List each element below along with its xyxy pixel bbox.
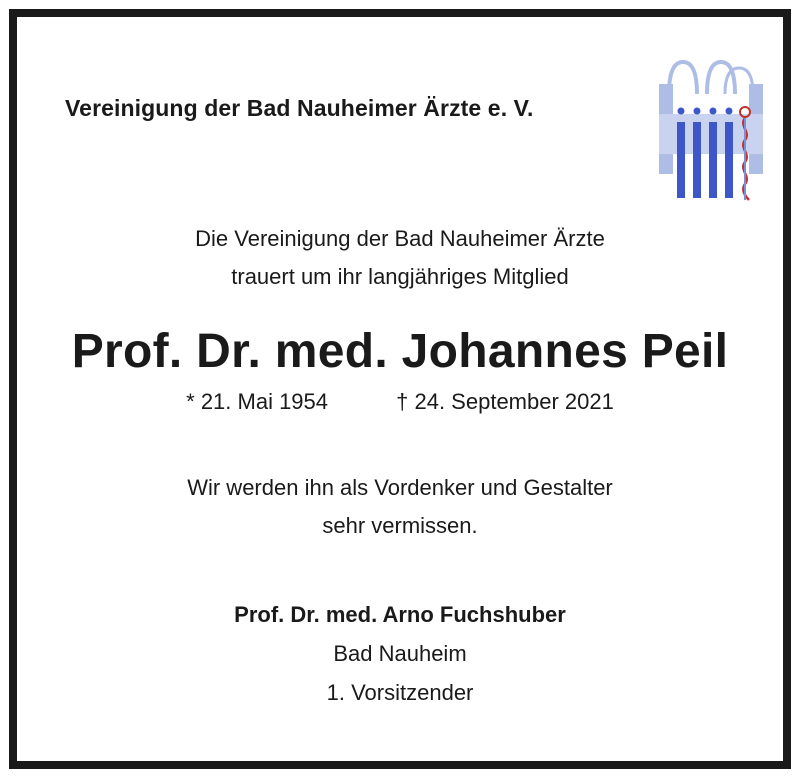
birth-date: * 21. Mai 1954	[186, 389, 329, 414]
signatory-name: Prof. Dr. med. Arno Fuchshuber	[234, 602, 566, 627]
death-date: † 24. September 2021	[396, 389, 614, 414]
deceased-name: Prof. Dr. med. Johannes Peil	[71, 325, 729, 378]
intro-line-1: Die Vereinigung der Bad Nauheimer Ärzte	[195, 226, 605, 251]
intro-text	[17, 220, 783, 296]
intro-line-2: trauert um ihr langjähriges Mitglied	[231, 264, 569, 289]
message-line-1: Wir werden ihn als Vordenker und Gestalter	[187, 475, 613, 500]
signatory-role: 1. Vorsitzender	[326, 680, 474, 705]
medical-association-logo-icon	[659, 54, 763, 204]
organization-name: Vereinigung der Bad Nauheimer Ärzte e. V.	[65, 95, 534, 121]
notice-frame	[9, 9, 791, 769]
condolence-message	[17, 469, 783, 545]
life-dates	[17, 389, 783, 415]
signatory-place: Bad Nauheim	[333, 641, 467, 666]
message-line-2: sehr vermissen.	[322, 513, 478, 538]
